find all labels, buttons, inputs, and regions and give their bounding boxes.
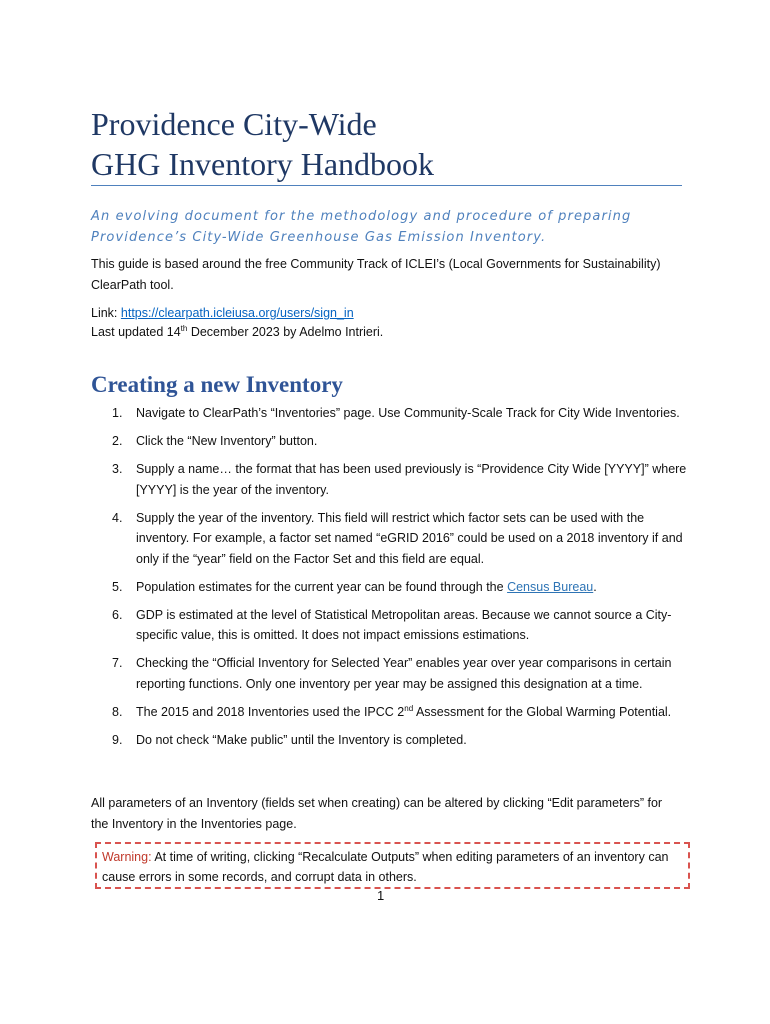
- list-item-text: [136, 705, 671, 719]
- updated-text: [91, 325, 383, 339]
- title-line-1: Providence City-Wide: [91, 106, 377, 142]
- list-item-text: GDP is estimated at the level of Statistical Metropolitan areas. Because we cannot source a City-specific value, this is omitted. It does not impact emissions estimations.: [136, 607, 672, 642]
- list-item-number: 5.: [112, 579, 123, 594]
- list-item-number: 4.: [112, 510, 123, 525]
- document-title: [91, 104, 683, 184]
- title-line-2: GHG Inventory Handbook: [91, 146, 435, 182]
- list-item-number: 7.: [112, 656, 123, 670]
- section-heading: Creating a new Inventory: [91, 372, 343, 397]
- document-subtitle: [91, 206, 691, 248]
- list-item: [91, 702, 687, 723]
- closing-line-2: the Inventory in the Inventories page.: [91, 817, 297, 831]
- closing-paragraph: [91, 793, 691, 835]
- updated-pre: Last updated 14: [91, 325, 181, 339]
- list-item-text: Supply a name… the format that has been used previously is “Providence City Wide [YYYY]” where [YYYY] is the year of the inventory.: [136, 462, 687, 497]
- list-item: [91, 431, 687, 452]
- steps-list: [91, 403, 687, 758]
- list-item-sup: nd: [404, 703, 414, 713]
- census-bureau-link[interactable]: Census Bureau: [507, 579, 594, 594]
- intro-paragraph: [91, 254, 691, 296]
- warning-text: At time of writing, clicking “Recalculate Outputs” when editing parameters of an inventory can cause errors in some records, and corrupt data in others.: [102, 850, 669, 884]
- list-item-text-pre: The 2015 and 2018 Inventories used the IPCC 2: [136, 704, 405, 719]
- subtitle-line-1: An evolving document for the methodology and procedure of preparing: [91, 209, 632, 224]
- list-item-number: 1.: [112, 406, 123, 420]
- list-item: [91, 508, 687, 570]
- list-item-text: Navigate to ClearPath’s “Inventories” page. Use Community-Scale Track for City Wide Inventories.: [136, 406, 680, 420]
- list-item-number: 6.: [112, 607, 123, 622]
- warning-box: [95, 842, 690, 889]
- updated-sup: th: [180, 323, 188, 333]
- intro-line-1: This guide is based around the free Community Track of ICLEI’s (Local Governments for Sustainability): [91, 257, 661, 271]
- list-item: [91, 730, 687, 751]
- link-paragraph: [91, 304, 691, 342]
- intro-line-2: ClearPath tool.: [91, 278, 174, 292]
- list-item-text: Supply the year of the inventory. This field will restrict which factor sets can be used with the inventory. For example, a factor set named “eGRID 2016” could be used on a 2018 inventory if and only if the “year” field on the Factor Set and this field are equal.: [136, 510, 683, 566]
- list-item-text: [136, 580, 597, 594]
- list-item: [91, 577, 687, 598]
- list-item-number: 3.: [112, 462, 123, 476]
- list-item-text-post: Assessment for the Global Warming Potential.: [413, 704, 672, 719]
- list-item-number: 9.: [112, 732, 123, 747]
- list-item-number: 8.: [112, 704, 123, 719]
- clearpath-link[interactable]: https://clearpath.icleiusa.org/users/sign_in: [120, 306, 354, 320]
- warning-label: Warning:: [102, 850, 152, 864]
- closing-line-1: All parameters of an Inventory (fields set when creating) can be altered by clicking “Edit parameters” for: [91, 796, 663, 810]
- list-item-text: Click the “New Inventory” button.: [136, 434, 318, 448]
- title-divider: [91, 185, 682, 186]
- page-number: 1: [377, 888, 385, 903]
- list-item: [91, 605, 687, 646]
- link-label: Link:: [91, 306, 121, 320]
- list-item: [91, 459, 687, 500]
- subtitle-line-2: Providence’s City-Wide Greenhouse Gas Emission Inventory.: [91, 230, 547, 245]
- list-item: [91, 653, 687, 694]
- list-item-text: Do not check “Make public” until the Inventory is completed.: [136, 732, 467, 747]
- updated-post: December 2023 by Adelmo Intrieri.: [187, 325, 384, 339]
- list-item-number: 2.: [112, 434, 123, 448]
- list-item: [91, 403, 687, 424]
- list-item-text-pre: Population estimates for the current year can be found through the: [136, 579, 508, 594]
- list-item-text-post: .: [593, 579, 597, 594]
- list-item-text: Checking the “Official Inventory for Selected Year” enables year over year comparisons in certain reporting functions. Only one inventory per year may be assigned this designation at a time.: [136, 656, 672, 691]
